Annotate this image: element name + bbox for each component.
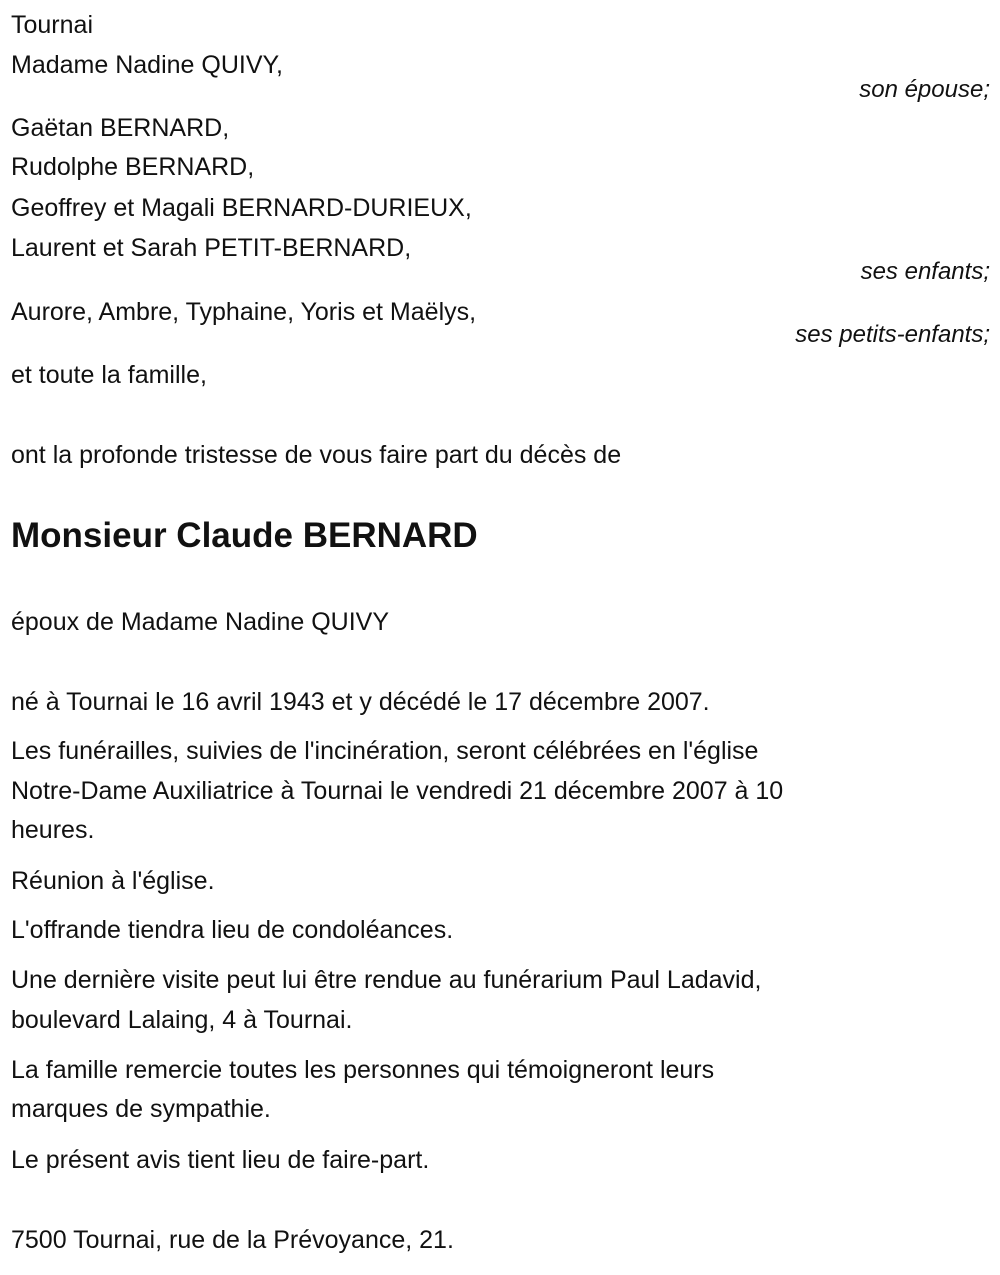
notice: Le présent avis tient lieu de faire-part. (11, 1146, 430, 1174)
grandchildren-names: Aurore, Ambre, Typhaine, Yoris et Maëlys, (11, 298, 477, 326)
grandchildren-role: ses petits-enfants; (795, 321, 990, 348)
funeral-line: Les funérailles, suivies de l'incinération, seront célébrées en l'église (11, 737, 759, 765)
address: 7500 Tournai, rue de la Prévoyance, 21. (11, 1226, 454, 1254)
children-role: ses enfants; (860, 258, 990, 285)
spouse-name: Madame Nadine QUIVY, (11, 51, 283, 79)
meeting: Réunion à l'église. (11, 867, 215, 895)
announcement: ont la profonde tristesse de vous faire part du décès de (11, 441, 622, 469)
birth-death: né à Tournai le 16 avril 1943 et y décédé le 17 décembre 2007. (11, 688, 710, 716)
spouse-role: son épouse; (859, 76, 990, 103)
city: Tournai (11, 11, 93, 39)
child-name: Gaëtan BERNARD, (11, 114, 230, 142)
thanks-line: La famille remercie toutes les personnes qui témoigneront leurs (11, 1056, 715, 1084)
child-name: Geoffrey et Magali BERNARD-DURIEUX, (11, 194, 472, 222)
deceased-name: Monsieur Claude BERNARD (11, 516, 478, 555)
visit-line: boulevard Lalaing, 4 à Tournai. (11, 1006, 353, 1034)
funeral-line: heures. (11, 816, 95, 844)
child-name: Rudolphe BERNARD, (11, 153, 255, 181)
family-line: et toute la famille, (11, 361, 207, 389)
child-name: Laurent et Sarah PETIT-BERNARD, (11, 234, 412, 262)
funeral-line: Notre-Dame Auxiliatrice à Tournai le vendredi 21 décembre 2007 à 10 (11, 777, 784, 805)
offering: L'offrande tiendra lieu de condoléances. (11, 916, 454, 944)
spouse-line: époux de Madame Nadine QUIVY (11, 608, 389, 636)
thanks-line: marques de sympathie. (11, 1095, 271, 1123)
visit-line: Une dernière visite peut lui être rendue au funérarium Paul Ladavid, (11, 966, 762, 994)
